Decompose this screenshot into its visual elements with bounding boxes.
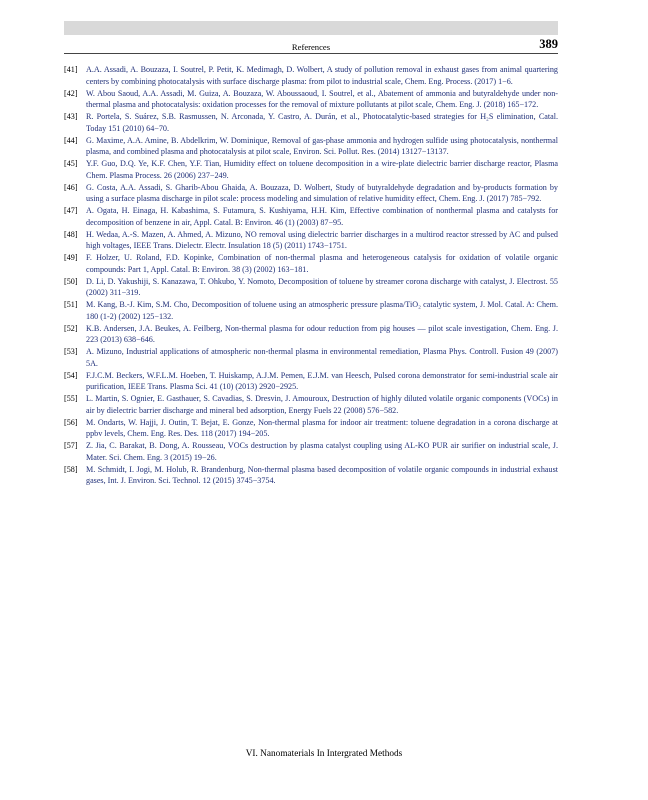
reference-text: G. Costa, A.A. Assadi, S. Gharib-Abou Ghaida, A. Bouzaza, D. Wolbert, Study of butyraldehyde degradation and by-products formation by using a surface plasma discharge in pilot scale: process modeling and simulation of relative humidity effect, Chem. Eng. J. (2017) 785−792. [86, 182, 558, 204]
reference-item [64, 346, 558, 370]
reference-item [64, 323, 558, 347]
reference-number: [54] [64, 370, 78, 380]
reference-item [64, 229, 558, 253]
reference-item [64, 111, 558, 135]
reference-number: [43] [64, 112, 78, 121]
reference-text: M. Ondarts, W. Hajji, J. Outin, T. Bejat, E. Gonze, Non-thermal plasma for indoor air treatment: toluene degradation in a corona discharge at ppbv levels, Chem. Eng. Res. Des. 118 (2017) 194−205. [86, 417, 558, 439]
reference-text: M. Kang, B.-J. Kim, S.M. Cho, Decomposition of toluene using an atmospheric pressure plasma/TiO₂ catalytic system, J. Mol. Catal. A: Chem. 180 (1-2) (2002) 125−132. [86, 300, 558, 321]
running-head-title: References [291, 42, 331, 52]
page-number: 389 [539, 37, 558, 51]
reference-item [64, 299, 558, 323]
reference-text: H. Wedaa, A.-S. Mazen, A. Ahmed, A. Mizuno, NO removal using dielectric barrier discharges in a multirod reactor stressed by AC and pulsed high voltages, IEEE Trans. Dielectr. Electr. Insulation 18 (5) (2011) 1743−1751. [86, 229, 558, 251]
reference-item [64, 205, 558, 229]
reference-text: R. Portela, S. Suárez, S.B. Rasmussen, N. Arconada, Y. Castro, A. Durán, et al., Photocatalytic-based strategies for H₂S elimination, Catal. Today 151 (2010) 64−70. [86, 112, 558, 133]
reference-number: [49] [64, 253, 78, 262]
reference-number: [52] [64, 323, 78, 333]
reference-number: [42] [64, 88, 78, 98]
reference-number: [48] [64, 229, 78, 239]
reference-item [64, 370, 558, 394]
reference-item [64, 135, 558, 159]
reference-item [64, 276, 558, 300]
reference-text: F. Holzer, U. Roland, F.D. Kopinke, Combination of non-thermal plasma and heterogeneous catalysis for oxidation of volatile organic compounds: Part 1, Appl. Catal. B: Environ. 38 (3) (2002) 163−181. [86, 253, 558, 274]
reference-text: F.J.C.M. Beckers, W.F.L.M. Hoeben, T. Huiskamp, A.J.M. Pemen, E.J.M. van Heesch, Pulsed corona demonstrator for semi-industrial scale air purification, IEEE Trans. Plasma Sci. 41 (10) (2013) 2920−2925. [86, 370, 558, 392]
reference-text: Z. Jia, C. Barakat, B. Dong, A. Rousseau, VOCs destruction by plasma catalyst coupling using AL-KO PUR air surifier on industrial scale, J. Mater. Sci. Chem. Eng. 3 (2015) 19−26. [86, 441, 558, 462]
reference-text: A. Ogata, H. Einaga, H. Kabashima, S. Futamura, S. Kushiyama, H.H. Kim, Effective combination of nonthermal plasma and catalysts for decomposition of benzene in air, Appl. Catal. B: Environ. 46 (1) (2003) 87−95. [86, 206, 558, 227]
reference-number: [45] [64, 159, 78, 168]
reference-text: A.A. Assadi, A. Bouzaza, I. Soutrel, P. Petit, K. Medimagh, D. Wolbert, A study of pollution removal in exhaust gases from animal quartering centers by combining photocatalysis with surface discharge plasma: from pilot to industrial scale, Chem. Eng. Process. (2017) 1−6. [86, 65, 558, 86]
reference-text: G. Maxime, A.A. Amine, B. Abdelkrim, W. Dominique, Removal of gas-phase ammonia and hydrogen sulfide using photocatalysis, nonthermal plasma, and combined plasma and photocatalysis at pilot scale, Environ. Sci. Pollut. Res. (2014) 13127−13137. [86, 135, 558, 157]
reference-number: [41] [64, 65, 78, 74]
reference-item [64, 158, 558, 182]
reference-text: W. Abou Saoud, A.A. Assadi, M. Guiza, A. Bouzaza, W. Aboussaoud, I. Soutrel, et al., Abatement of ammonia and butyraldehyde under non-thermal plasma and photocatalysis: oxidation processes for the removal of mixture pollutants at pilot scale, Chem. Eng. J. (2018) 165−172. [86, 88, 558, 110]
reference-text: K.B. Andersen, J.A. Beukes, A. Feilberg, Non-thermal plasma for odour reduction from pig houses — pilot scale investigation, Chem. Eng. J. 223 (2013) 638−646. [86, 323, 558, 345]
reference-item [64, 440, 558, 464]
reference-number: [58] [64, 464, 78, 474]
reference-item [64, 182, 558, 206]
header-shade-bar [64, 21, 558, 35]
reference-list [64, 64, 558, 487]
reference-item [64, 464, 558, 488]
reference-text: Y.F. Guo, D.Q. Ye, K.F. Chen, Y.F. Tian, Humidity effect on toluene decomposition in a wire-plate dielectric barrier discharge reactor, Plasma Chem. Plasma Process. 26 (2006) 237−249. [86, 159, 558, 180]
reference-text: L. Martin, S. Ognier, E. Gasthauer, S. Cavadias, S. Dresvin, J. Amouroux, Destruction of highly diluted volatile organic components (VOCs) in air by dielectric barrier discharge and mineral bed adsorption, Energy Fuels 22 (2008) 576−582. [86, 394, 558, 415]
running-head [64, 37, 558, 53]
reference-number: [51] [64, 300, 78, 309]
reference-text: A. Mizuno, Industrial applications of atmospheric non-thermal plasma in environmental remediation, Plasma Phys. Controll. Fusion 49 (2007) 5A. [86, 347, 558, 368]
reference-number: [50] [64, 276, 78, 286]
reference-item [64, 252, 558, 276]
reference-item [64, 393, 558, 417]
reference-number: [53] [64, 347, 78, 356]
reference-item [64, 417, 558, 441]
reference-text: D. Li, D. Yakushiji, S. Kanazawa, T. Ohkubo, Y. Nomoto, Decomposition of toluene by streamer corona discharge with catalyst, J. Electrost. 55 (2002) 311−319. [86, 276, 558, 298]
reference-number: [47] [64, 206, 78, 215]
reference-item [64, 88, 558, 112]
reference-number: [57] [64, 441, 78, 450]
reference-item [64, 64, 558, 88]
reference-number: [46] [64, 182, 78, 192]
reference-number: [56] [64, 417, 78, 427]
reference-number: [44] [64, 135, 78, 145]
reference-text: M. Schmidt, I. Jogi, M. Holub, R. Brandenburg, Non-thermal plasma based decomposition of volatile organic compounds in industrial exhaust gases, Int. J. Environ. Sci. Technol. 12 (2015) 3745−3754. [86, 464, 558, 486]
footer-section-title: VI. Nanomaterials In Intergrated Methods [245, 749, 403, 759]
reference-number: [55] [64, 394, 78, 403]
